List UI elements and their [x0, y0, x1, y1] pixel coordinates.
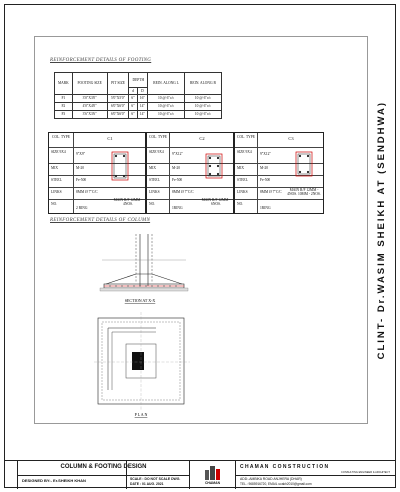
col-type-label: COL. TYPE	[149, 135, 167, 139]
table-row	[55, 95, 222, 103]
row-label: LINKS	[51, 190, 62, 194]
firm-contact: TEL.: 9685916720, EMAIL ucakh2010@gmail.com	[240, 482, 312, 486]
row-value: Fe-500	[260, 178, 271, 182]
row-value: 8MM Ø 7"C/C	[172, 190, 194, 194]
th-depth: DEPTH	[129, 73, 148, 88]
designed-by: DESIGNED BY:- Er.SHEIKH KHAN	[22, 478, 86, 483]
firm-logo	[190, 461, 236, 489]
row-label: SIZE 9X4	[237, 150, 252, 154]
cell: 16"	[137, 95, 148, 103]
scale: SCALE : DO NOT SCALE DWG.	[130, 477, 181, 481]
main-rf-label: MAIN R/F 12MM - 4NOS.	[113, 198, 143, 206]
footing-section-drawing	[96, 230, 206, 305]
main-rf-label: MAIN R/F 12MM - 4NOS. 10MM - 2NOS.	[287, 188, 321, 196]
row-label: MIX	[149, 166, 156, 170]
row-label: NO.	[51, 202, 58, 206]
cell: 10 @ 6"c/c	[148, 95, 185, 103]
client-label-text: CLINT- Dr.WASIM SHEIKH AT (SENDHWA)	[375, 100, 387, 360]
row-value: 2 RING	[76, 206, 88, 210]
row-value: M-20	[172, 166, 180, 170]
row-value: 8MM Ø 7"C/C	[260, 190, 282, 194]
cell: 4'0"X4'0"	[72, 103, 107, 111]
drawing-title: COLUMN & FOOTING DESIGN	[60, 464, 147, 470]
cell: 6'0"X6'0"	[107, 111, 129, 119]
date: DATE : 01 AUG. 2021	[130, 482, 164, 486]
cell: F1	[55, 95, 73, 103]
row-label: STEEL	[51, 178, 62, 182]
cell: 14"	[137, 111, 148, 119]
row-value: Fe-500	[172, 178, 183, 182]
th-rein-l: REIN. ALONG L	[148, 73, 185, 95]
main-rf-label: MAIN R/F 12MM - 6NOS.	[201, 198, 231, 206]
column-block-c3	[234, 132, 324, 214]
column-block-c1	[48, 132, 146, 214]
row-label: MIX	[51, 166, 58, 170]
title-block-margin	[4, 461, 18, 489]
footing-table	[54, 72, 222, 119]
section-label: SECTION AT X-X	[124, 298, 156, 303]
column-section-c3	[295, 151, 313, 177]
th-rein-b: REIN. ALONG B	[184, 73, 221, 95]
client-label	[369, 36, 393, 424]
row-label: SIZE 9X4	[51, 150, 66, 154]
row-value: Fe-500	[76, 178, 87, 182]
row-label: STEEL	[149, 178, 160, 182]
table-row	[55, 111, 222, 119]
column-block-c2	[146, 132, 234, 214]
row-value: 1RING	[172, 206, 183, 210]
cell: 5'0"X5'0"	[107, 95, 129, 103]
th-depth-D: D	[137, 88, 148, 95]
cell: 10 @ 6"c/c	[148, 111, 185, 119]
cell: 6"	[129, 103, 137, 111]
row-value: M-20	[260, 166, 268, 170]
row-value: M-20	[76, 166, 84, 170]
row-label: LINKS	[149, 190, 160, 194]
logo-text: CHAMAN	[204, 481, 221, 485]
cell: 10 @ 6"c/c	[184, 95, 221, 103]
row-label: LINKS	[237, 190, 248, 194]
row-label: NO.	[149, 202, 156, 206]
cell: 10 @ 6"c/c	[148, 103, 185, 111]
footing-heading: REINFORCEMENT DETAILS OF FOOTING	[50, 58, 152, 63]
row-label: STEEL	[237, 178, 248, 182]
cell: 3'0"X3'0"	[72, 95, 107, 103]
column-heading: REINFORCEMENT DETAILS OF COLUMN	[50, 218, 151, 223]
column-name: C1	[107, 136, 113, 141]
firm-details	[236, 461, 396, 489]
row-label: NO.	[237, 202, 244, 206]
th-depth-d: d	[129, 88, 137, 95]
footing-plan-drawing	[86, 310, 196, 420]
column-section-c1	[111, 151, 129, 181]
cell: 3'6"X3'6"	[72, 111, 107, 119]
column-name: C3	[288, 136, 294, 141]
cell: 10 @ 6"c/c	[184, 103, 221, 111]
th-pit-size: PIT SIZE	[107, 73, 129, 95]
th-footing-size: FOOTING SIZE	[72, 73, 107, 95]
firm-subtitle: CONSULTING ENGINEER & ARCHITECT	[341, 471, 390, 474]
cell: 14"	[137, 103, 148, 111]
title-block	[4, 460, 396, 489]
plan-label: P L A N	[134, 412, 148, 417]
title-block-design	[18, 461, 190, 489]
cell: 6'0"X6'0"	[107, 103, 129, 111]
firm-address: ADD:-AMBIKA ROAD ANJHERA (DHAR)	[240, 477, 302, 481]
column-section-c2	[205, 153, 223, 179]
cell: F3	[55, 111, 73, 119]
row-value: 1RING	[260, 206, 271, 210]
col-type-label: COL. TYPE	[237, 135, 255, 139]
building-logo-icon	[204, 464, 222, 480]
row-value: 9"X9"	[76, 152, 86, 156]
row-value: 9"X12"	[172, 152, 183, 156]
table-row	[55, 103, 222, 111]
th-mark: MARK	[55, 73, 73, 95]
row-value: 8MM Ø 7"C/C	[76, 190, 98, 194]
firm-name: C H A M A N C O N S T R U C T I O N	[240, 464, 329, 470]
cell: 6"	[129, 95, 137, 103]
col-type-label: COL. TYPE	[52, 135, 70, 139]
row-label: SIZE 9X4	[149, 150, 164, 154]
cell: 10 @ 6"c/c	[184, 111, 221, 119]
cell: F2	[55, 103, 73, 111]
row-label: MIX	[237, 166, 244, 170]
cell: 6"	[129, 111, 137, 119]
row-value: 9"X12"	[260, 152, 271, 156]
column-name: C2	[199, 136, 205, 141]
